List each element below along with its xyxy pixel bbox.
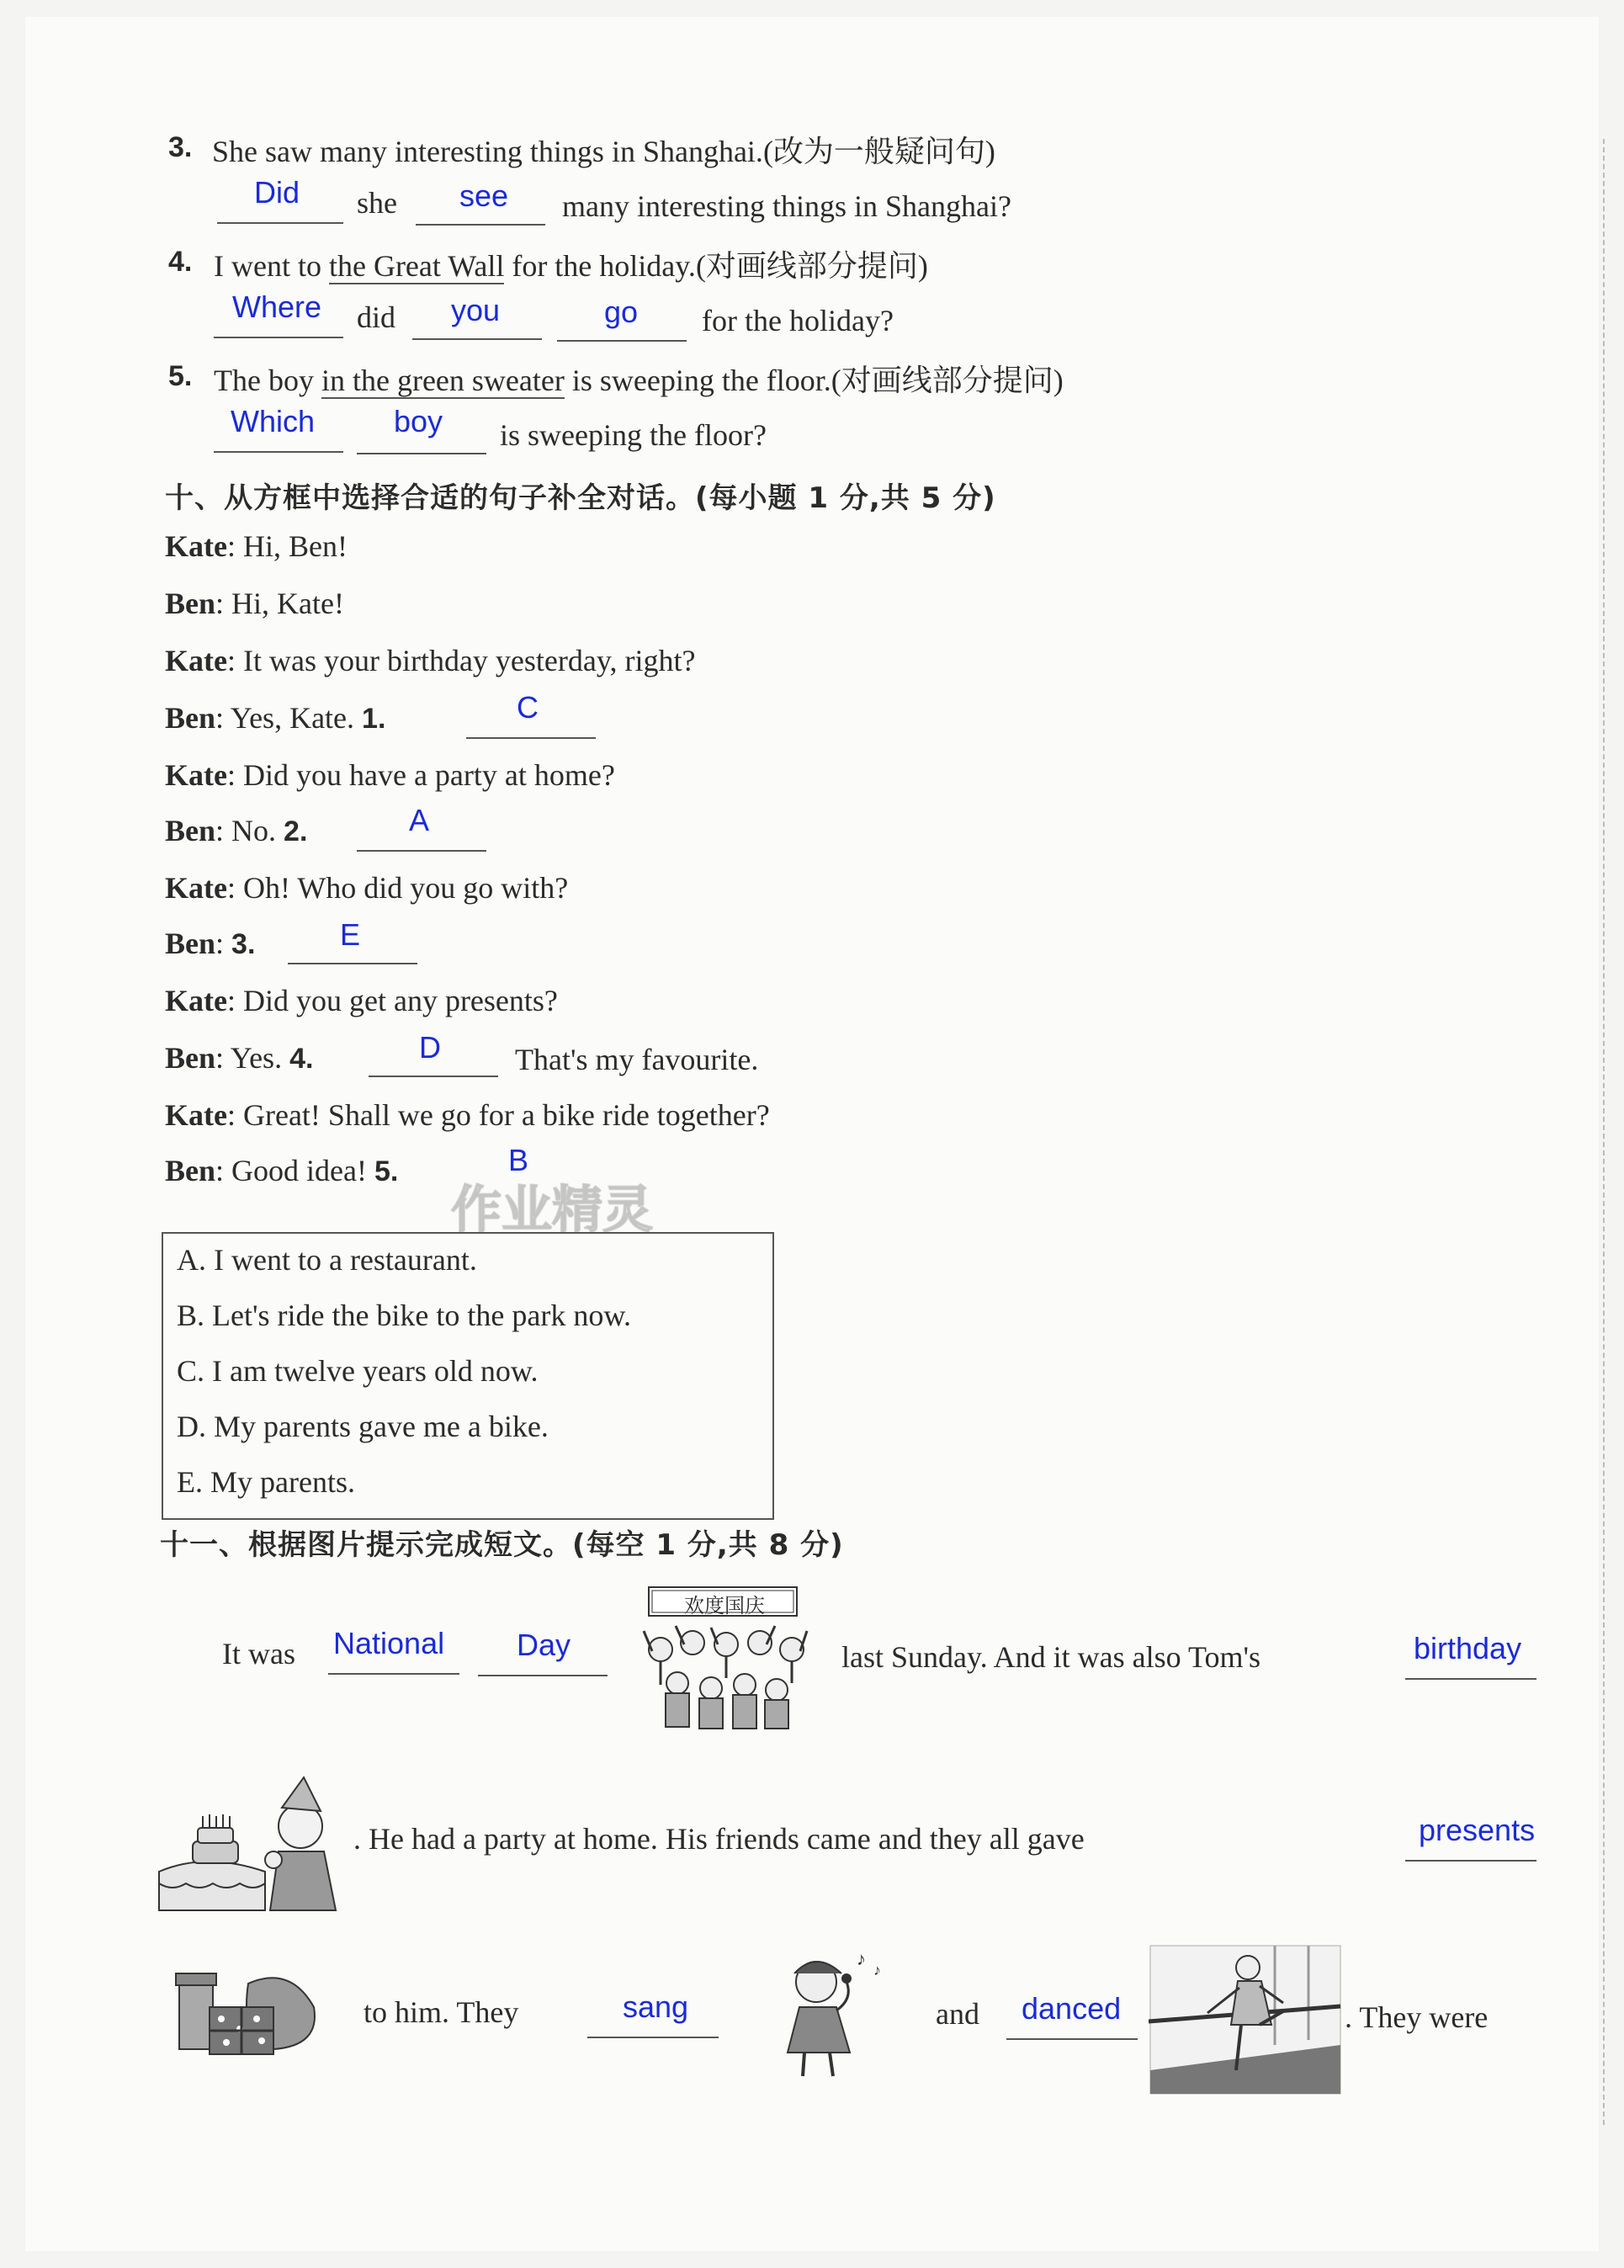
passage-answer-3: birthday [1414, 1631, 1522, 1665]
passage-blank-3 [1405, 1678, 1536, 1680]
option-a: A. I went to a restaurant. [177, 1243, 477, 1277]
q4-number: 4. [168, 246, 193, 278]
birthday-cake-picture [156, 1774, 349, 1917]
dialogue-line: Ben: Yes, Kate. 1. [165, 701, 386, 735]
dialogue-answer-4: D [419, 1030, 441, 1065]
passage-text: to him. They [364, 1995, 519, 2029]
dialogue-line: Ben: Hi, Kate! [165, 587, 344, 620]
q5-underlined-part: in the green sweater [321, 364, 565, 397]
passage-blank-4 [1405, 1860, 1536, 1862]
q3-blank-1 [217, 222, 343, 224]
presents-picture [172, 1948, 324, 2058]
q4-tail: for the holiday? [702, 304, 894, 337]
dialogue-blank-3 [288, 963, 417, 964]
dialogue-answer-1: C [517, 690, 539, 725]
dancing-girl-picture [1149, 1944, 1342, 2095]
passage-text: and [936, 1997, 979, 2031]
dialogue-line: Kate: Oh! Who did you go with? [165, 871, 569, 905]
dialogue-line: Kate: Did you have a party at home? [165, 758, 615, 792]
q4-sentence: I went to the Great Wall for the holiday.(对画线部分提问) [214, 249, 928, 283]
passage-blank-5 [587, 2037, 719, 2038]
dialogue-answer-5: B [508, 1143, 529, 1177]
svg-text:♪: ♪ [857, 1948, 866, 1969]
q4-word: did [357, 300, 396, 334]
q5-sentence: The boy in the green sweater is sweeping the floor.(对画线部分提问) [214, 364, 1064, 397]
dialogue-line: Ben: No. 2. [165, 814, 308, 847]
q4-answer-3: go [604, 295, 639, 329]
q5-blank-1 [214, 451, 343, 453]
dialogue-blank-4 [369, 1076, 498, 1077]
q5-answer-2: boy [394, 404, 443, 438]
dialogue-blank-2 [357, 850, 486, 852]
passage-text: . He had a party at home. His friends came and they all gave [353, 1822, 1085, 1856]
q3-answer-2: see [459, 178, 509, 213]
dialogue-line: Kate: Hi, Ben! [165, 529, 348, 563]
q3-tail: many interesting things in Shanghai? [562, 189, 1011, 223]
q3-number: 3. [168, 131, 193, 163]
q3-word: she [357, 186, 397, 220]
section-11-title: 十一、根据图片提示完成短文。(每空 1 分,共 8 分) [160, 1528, 844, 1562]
q4-blank-1 [214, 337, 343, 338]
passage-text: last Sunday. And it was also Tom's [841, 1640, 1260, 1674]
passage-answer-1: National [333, 1626, 445, 1660]
passage-answer-6: danced [1022, 1991, 1122, 2026]
q3-answer-1: Did [254, 175, 300, 210]
singing-girl-picture [766, 1948, 892, 2083]
q4-underlined-part: the Great Wall [328, 249, 505, 283]
q4-answer-1: Where [232, 289, 322, 324]
dialogue-answer-2: A [409, 803, 430, 837]
passage-answer-5: sang [623, 1989, 689, 2024]
passage-blank-1 [328, 1673, 459, 1675]
dialogue-line: Ben: 3. [165, 927, 256, 960]
option-c: C. I am twelve years old now. [177, 1354, 539, 1388]
q3-sentence: She saw many interesting things in Shanghai.(改为一般疑问句) [212, 135, 995, 168]
page-divider [1603, 139, 1605, 2125]
watermark: 作业精灵 [451, 1181, 653, 1240]
q5-number: 5. [168, 360, 193, 392]
q5-blank-2 [357, 453, 486, 454]
dialogue-line: Kate: Great! Shall we go for a bike ride together? [165, 1098, 770, 1132]
passage-text: . They were [1345, 2000, 1489, 2034]
q5-answer-1: Which [231, 404, 316, 438]
dialogue-line-end: That's my favourite. [515, 1043, 759, 1076]
svg-text:♪: ♪ [873, 1962, 881, 1979]
passage-text: It was [222, 1637, 295, 1670]
option-e: E. My parents. [177, 1465, 355, 1499]
options-box [162, 1232, 774, 1520]
q4-blank-3 [557, 340, 687, 342]
section-10-title: 十、从方框中选择合适的句子补全对话。(每小题 1 分,共 5 分) [165, 481, 996, 515]
option-b: B. Let's ride the bike to the park now. [177, 1299, 632, 1332]
dialogue-line: Kate: It was your birthday yesterday, right? [165, 644, 696, 677]
sign-text: 欢度国庆 [684, 1594, 765, 1617]
passage-answer-2: Day [517, 1628, 571, 1662]
dialogue-line: Ben: Good idea! 5. [165, 1154, 399, 1187]
dialogue-blank-1 [466, 737, 596, 739]
q4-blank-2 [412, 338, 542, 340]
q5-tail: is sweeping the floor? [500, 418, 767, 452]
q3-blank-2 [416, 224, 545, 226]
dialogue-answer-3: E [340, 917, 361, 952]
q4-answer-2: you [451, 293, 501, 327]
passage-answer-4: presents [1419, 1813, 1536, 1847]
option-d: D. My parents gave me a bike. [177, 1410, 549, 1443]
dialogue-line: Ben: Yes. 4. [165, 1041, 314, 1075]
dialogue-line: Kate: Did you get any presents? [165, 984, 558, 1017]
passage-blank-6 [1006, 2038, 1138, 2040]
passage-blank-2 [478, 1675, 608, 1676]
